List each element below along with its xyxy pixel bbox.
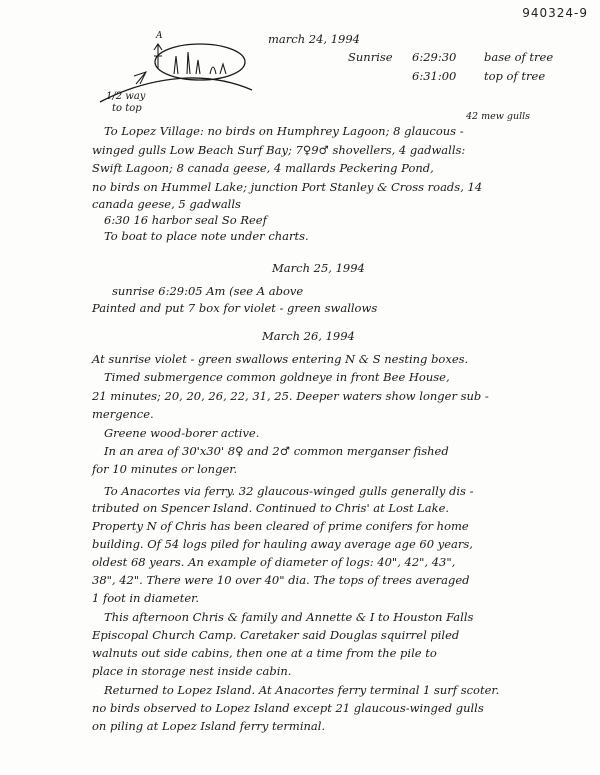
entry3-line: mergence. xyxy=(92,407,154,421)
entry1-line: To boat to place note under charts. xyxy=(104,229,309,243)
entry1-line: no birds on Hummel Lake; junction Port Stanley & Cross roads, 14 xyxy=(92,180,483,194)
entry3-line: Property N of Chris has been cleared of prime conifers for home xyxy=(92,519,469,533)
entry2-line: sunrise 6:29:05 Am (see A above xyxy=(112,284,304,298)
entry3-line: for 10 minutes or longer. xyxy=(92,462,238,476)
inserted-note: 42 mew gulls xyxy=(466,111,531,122)
entry3-line: building. Of 54 logs piled for hauling away average age 60 years, xyxy=(92,537,473,551)
entry3-line: 38", 42". There were 10 over 40" dia. The tops of trees averaged xyxy=(92,573,470,587)
sunrise-time1-note: base of tree xyxy=(484,50,554,64)
sketch-note-line1: 1/2 way xyxy=(106,91,146,102)
entry-date-mar26: March 26, 1994 xyxy=(262,329,355,343)
document-id: 940324-9 xyxy=(522,6,588,20)
entry-date-mar25: March 25, 1994 xyxy=(272,261,365,275)
entry3-line: place in storage nest inside cabin. xyxy=(92,664,292,678)
entry3-line: on piling at Lopez Island ferry terminal. xyxy=(92,719,326,733)
marker-a: A xyxy=(156,31,163,41)
entry3-line: At sunrise violet - green swallows entering N & S nesting boxes. xyxy=(92,352,469,366)
trees-in-sun xyxy=(174,52,226,74)
entry3-line: Greene wood-borer active. xyxy=(104,426,260,440)
entry3-line: no birds observed to Lopez Island except 21 glaucous-winged gulls xyxy=(92,701,484,715)
entry3-line: tributed on Spencer Island. Continued to Chris' at Lost Lake. xyxy=(92,501,450,515)
sun-outline xyxy=(155,44,245,80)
entry2-line: Painted and put 7 box for violet - green swallows xyxy=(92,301,378,315)
entry3-line: In an area of 30'x30' 8♀ and 2♂ common merganser fished xyxy=(104,444,449,458)
entry3-line: walnuts out side cabins, then one at a time from the pile to xyxy=(92,646,437,660)
entry3-line: 21 minutes; 20, 20, 26, 22, 31, 25. Deeper waters show longer sub - xyxy=(92,389,489,403)
entry-date-mar24: march 24, 1994 xyxy=(268,32,360,46)
sunrise-time2-note: top of tree xyxy=(484,69,546,83)
sunrise-time1: 6:29:30 xyxy=(412,50,457,64)
entry3-line: Episcopal Church Camp. Caretaker said Douglas squirrel piled xyxy=(92,628,460,642)
entry1-line: Swift Lagoon; 8 canada geese, 4 mallards Peckering Pond, xyxy=(92,161,434,175)
entry1-line: To Lopez Village: no birds on Humphrey Lagoon; 8 glaucous - xyxy=(104,124,464,138)
entry3-line: This afternoon Chris & family and Annette & I to Houston Falls xyxy=(104,610,474,624)
entry3-line: 1 foot in diameter. xyxy=(92,591,200,605)
entry1-line: canada geese, 5 gadwalls xyxy=(92,197,241,211)
entry1-line: 6:30 16 harbor seal So Reef xyxy=(104,213,267,227)
entry3-line: Returned to Lopez Island. At Anacortes ferry terminal 1 surf scoter. xyxy=(104,683,500,697)
entry3-line: oldest 68 years. An example of diameter of logs: 40", 42", 43", xyxy=(92,555,456,569)
entry3-line: Timed submergence common goldneye in front Bee House, xyxy=(104,370,450,384)
entry1-line: winged gulls Low Beach Surf Bay; 7♀9♂ shovellers, 4 gadwalls: xyxy=(92,143,466,157)
sunrise-time2: 6:31:00 xyxy=(412,69,457,83)
entry3-line: To Anacortes via ferry. 32 glaucous-winged gulls generally dis - xyxy=(104,484,474,498)
sunrise-label: Sunrise xyxy=(348,50,393,64)
sketch-note-line2: to top xyxy=(112,103,142,114)
